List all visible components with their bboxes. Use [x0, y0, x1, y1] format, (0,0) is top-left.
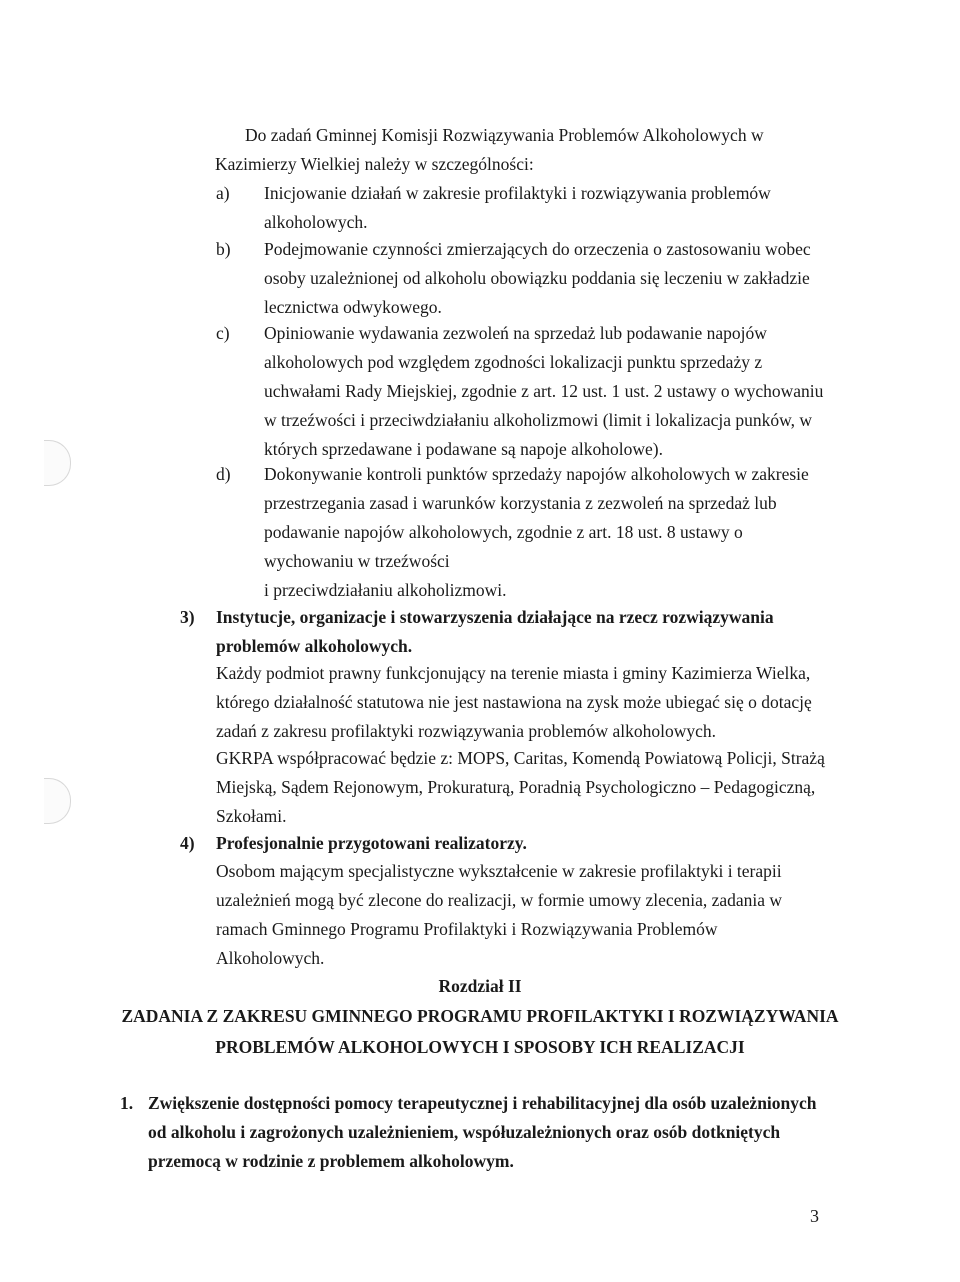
punch-hole [44, 778, 71, 824]
task-text-line: Dokonywanie kontroli punktów sprzedaży napojów alkoholowych w zakresie przestrzegania zasad i warunków korzystania z zezwoleń na sprzedaż lub podawanie napojów alkoholowych, zgodnie z art. 18 ust. 8 ustawy o wychowaniu w trzeźwości [264, 464, 809, 571]
task-text: Opiniowanie wydawania zezwoleń na sprzedaż lub podawanie napojów alkoholowych pod względem zgodności lokalizacji punktu sprzedaży z uchwałami Rady Miejskiej, zgodnie z art. 12 ust. 1 ust. 2 ustawy o wychowaniu w trzeźwości i przeciwdziałaniu alkoholizmowi (limit i lokalizacja punków, w których sprzedawane i podawane są napoje alkoholowe). [264, 323, 824, 459]
task-text [264, 460, 824, 605]
section-number: 4) [180, 833, 195, 853]
list-marker: b) [216, 239, 231, 259]
chapter-title: ZADANIA Z ZAKRESU GMINNEGO PROGRAMU PROFILAKTYKI I ROZWIĄZYWANIA [121, 1006, 839, 1026]
list-marker: c) [216, 323, 230, 343]
task-text: Inicjowanie działań w zakresie profilaktyki i rozwiązywania problemów alkoholowych. [264, 183, 771, 232]
section-4-paragraph: Osobom mającym specjalistyczne wykształcenie w zakresie profilaktyki i terapii uzależnień mogą być zlecone do realizacji, w formie umowy zlecenia, zadania w ramach Gminnego Programu Profilaktyki i Rozwiązywania Problemów Alkoholowych. [216, 861, 783, 968]
section-3-paragraph: GKRPA współpracować będzie z: MOPS, Caritas, Komendą Powiatową Policji, Strażą Miejską, Sądem Rejonowym, Prokuraturą, Poradnią Psychologiczno – Pedagogiczną, Szkołami. [216, 748, 825, 826]
task-text-line: i przeciwdziałaniu alkoholizmowi. [264, 580, 507, 600]
task-text: Podejmowanie czynności zmierzających do orzeczenia o zastosowaniu wobec osoby uzależnionej od alkoholu obowiązku poddania się leczeniu w zakładzie lecznictwa odwykowego. [264, 239, 811, 317]
section-number: 3) [180, 607, 195, 627]
section-title: Profesjonalnie przygotowani realizatorzy. [216, 833, 527, 853]
punch-hole [44, 440, 71, 486]
point-text: Zwiększenie dostępności pomocy terapeutycznej i rehabilitacyjnej dla osób uzależnionych od alkoholu i zagrożonych uzależnieniem, współuzależnionych oraz osób dotkniętych przemocą w rodzinie z problemem alkoholowym. [148, 1093, 817, 1171]
list-marker: d) [216, 464, 231, 484]
chapter-label: Rozdział II [438, 976, 522, 996]
section-title: Instytucje, organizacje i stowarzyszenia działające na rzecz rozwiązywania problemów alkoholowych. [216, 607, 774, 656]
section-3-paragraph: Każdy podmiot prawny funkcjonujący na terenie miasta i gminy Kazimierza Wielka, którego działalność statutowa nie jest nastawiona na zysk może ubiegać się o dotację zadań z zakresu profilaktyki rozwiązywania problemów alkoholowych. [216, 663, 812, 741]
page-number: 3 [810, 1206, 819, 1226]
intro-paragraph: Do zadań Gminnej Komisji Rozwiązywania Problemów Alkoholowych w Kazimierzy Wielkiej należy w szczególności: [215, 125, 764, 174]
chapter-title: PROBLEMÓW ALKOHOLOWYCH I SPOSOBY ICH REALIZACJI [215, 1037, 745, 1057]
point-number: 1. [120, 1093, 134, 1113]
list-marker: a) [216, 183, 230, 203]
